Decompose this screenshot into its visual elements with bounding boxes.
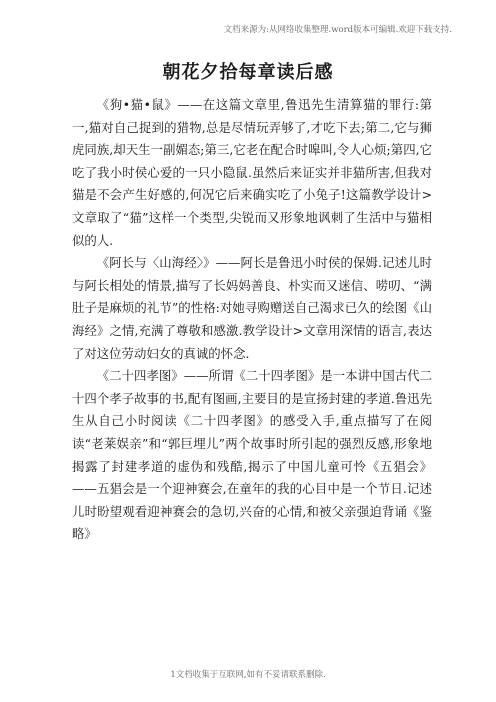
header-source-note: 文档来源为:从网络收集整理.word版本可编辑.欢迎下载支持.	[223, 25, 452, 35]
footer-note: 1文档收集于互联网,如有不妥请联系删除.	[170, 670, 326, 680]
paragraph-dog-cat-mouse: 《狗•猫•鼠》——在这篇文章里,鲁迅先生清算猫的罪行:第一,猫对自己捉到的猎物,总是尽情玩弄够了,才吃下去;第二,它与狮虎同族,却天生一副媚态;第三,它老在配合时嗥叫,令人心烦;第四,它吃了我小时侯心爱的一只小隐鼠.虽然后来证实并非猫所害,但我对猫是不会产生好感的,何况它后来确实吃了小兔子!这篇教学设计>文章取了“猫”这样一个类型,尖锐而又形象地讽刺了生活中与猫相似的人.	[72, 97, 432, 248]
paragraph-twenty-four-filial: 《二十四孝图》——所谓《二十四孝图》是一本讲中国古代二十四个孝子故事的书,配有图画,主要目的是宣扬封建的孝道.鲁迅先生从自己小时阅读《二十四孝图》的感受入手,重点描写了在阅读“老莱娱亲”和“郭巨埋儿”两个故事时所引起的强烈反感,形象地揭露了封建孝道的虚伪和残酷,揭示了中国儿童可怜《五猖会》——五猖会是一个迎神赛会,在童年的我的心目中是一个节日.记述儿时盼望观看迎神赛会的急切,兴奋的心情,和被父亲强迫背诵《鉴略》	[72, 368, 432, 542]
page-title: 朝花夕拾每章读后感	[162, 62, 334, 83]
paragraph-ah-chang: 《阿长与〈山海经〉》——阿长是鲁迅小时侯的保姆.记述儿时与阿长相处的情景,描写了长妈妈善良、朴实而又迷信、唠叨、“满肚子是麻烦的礼节”的性格:对她寻购赠送自己渴求已久的绘图《山海经》之情,充满了尊敬和感激.教学设计>文章用深情的语言,表达了对这位劳动妇女的真诚的怀念.	[72, 255, 432, 361]
document-body	[72, 94, 432, 546]
